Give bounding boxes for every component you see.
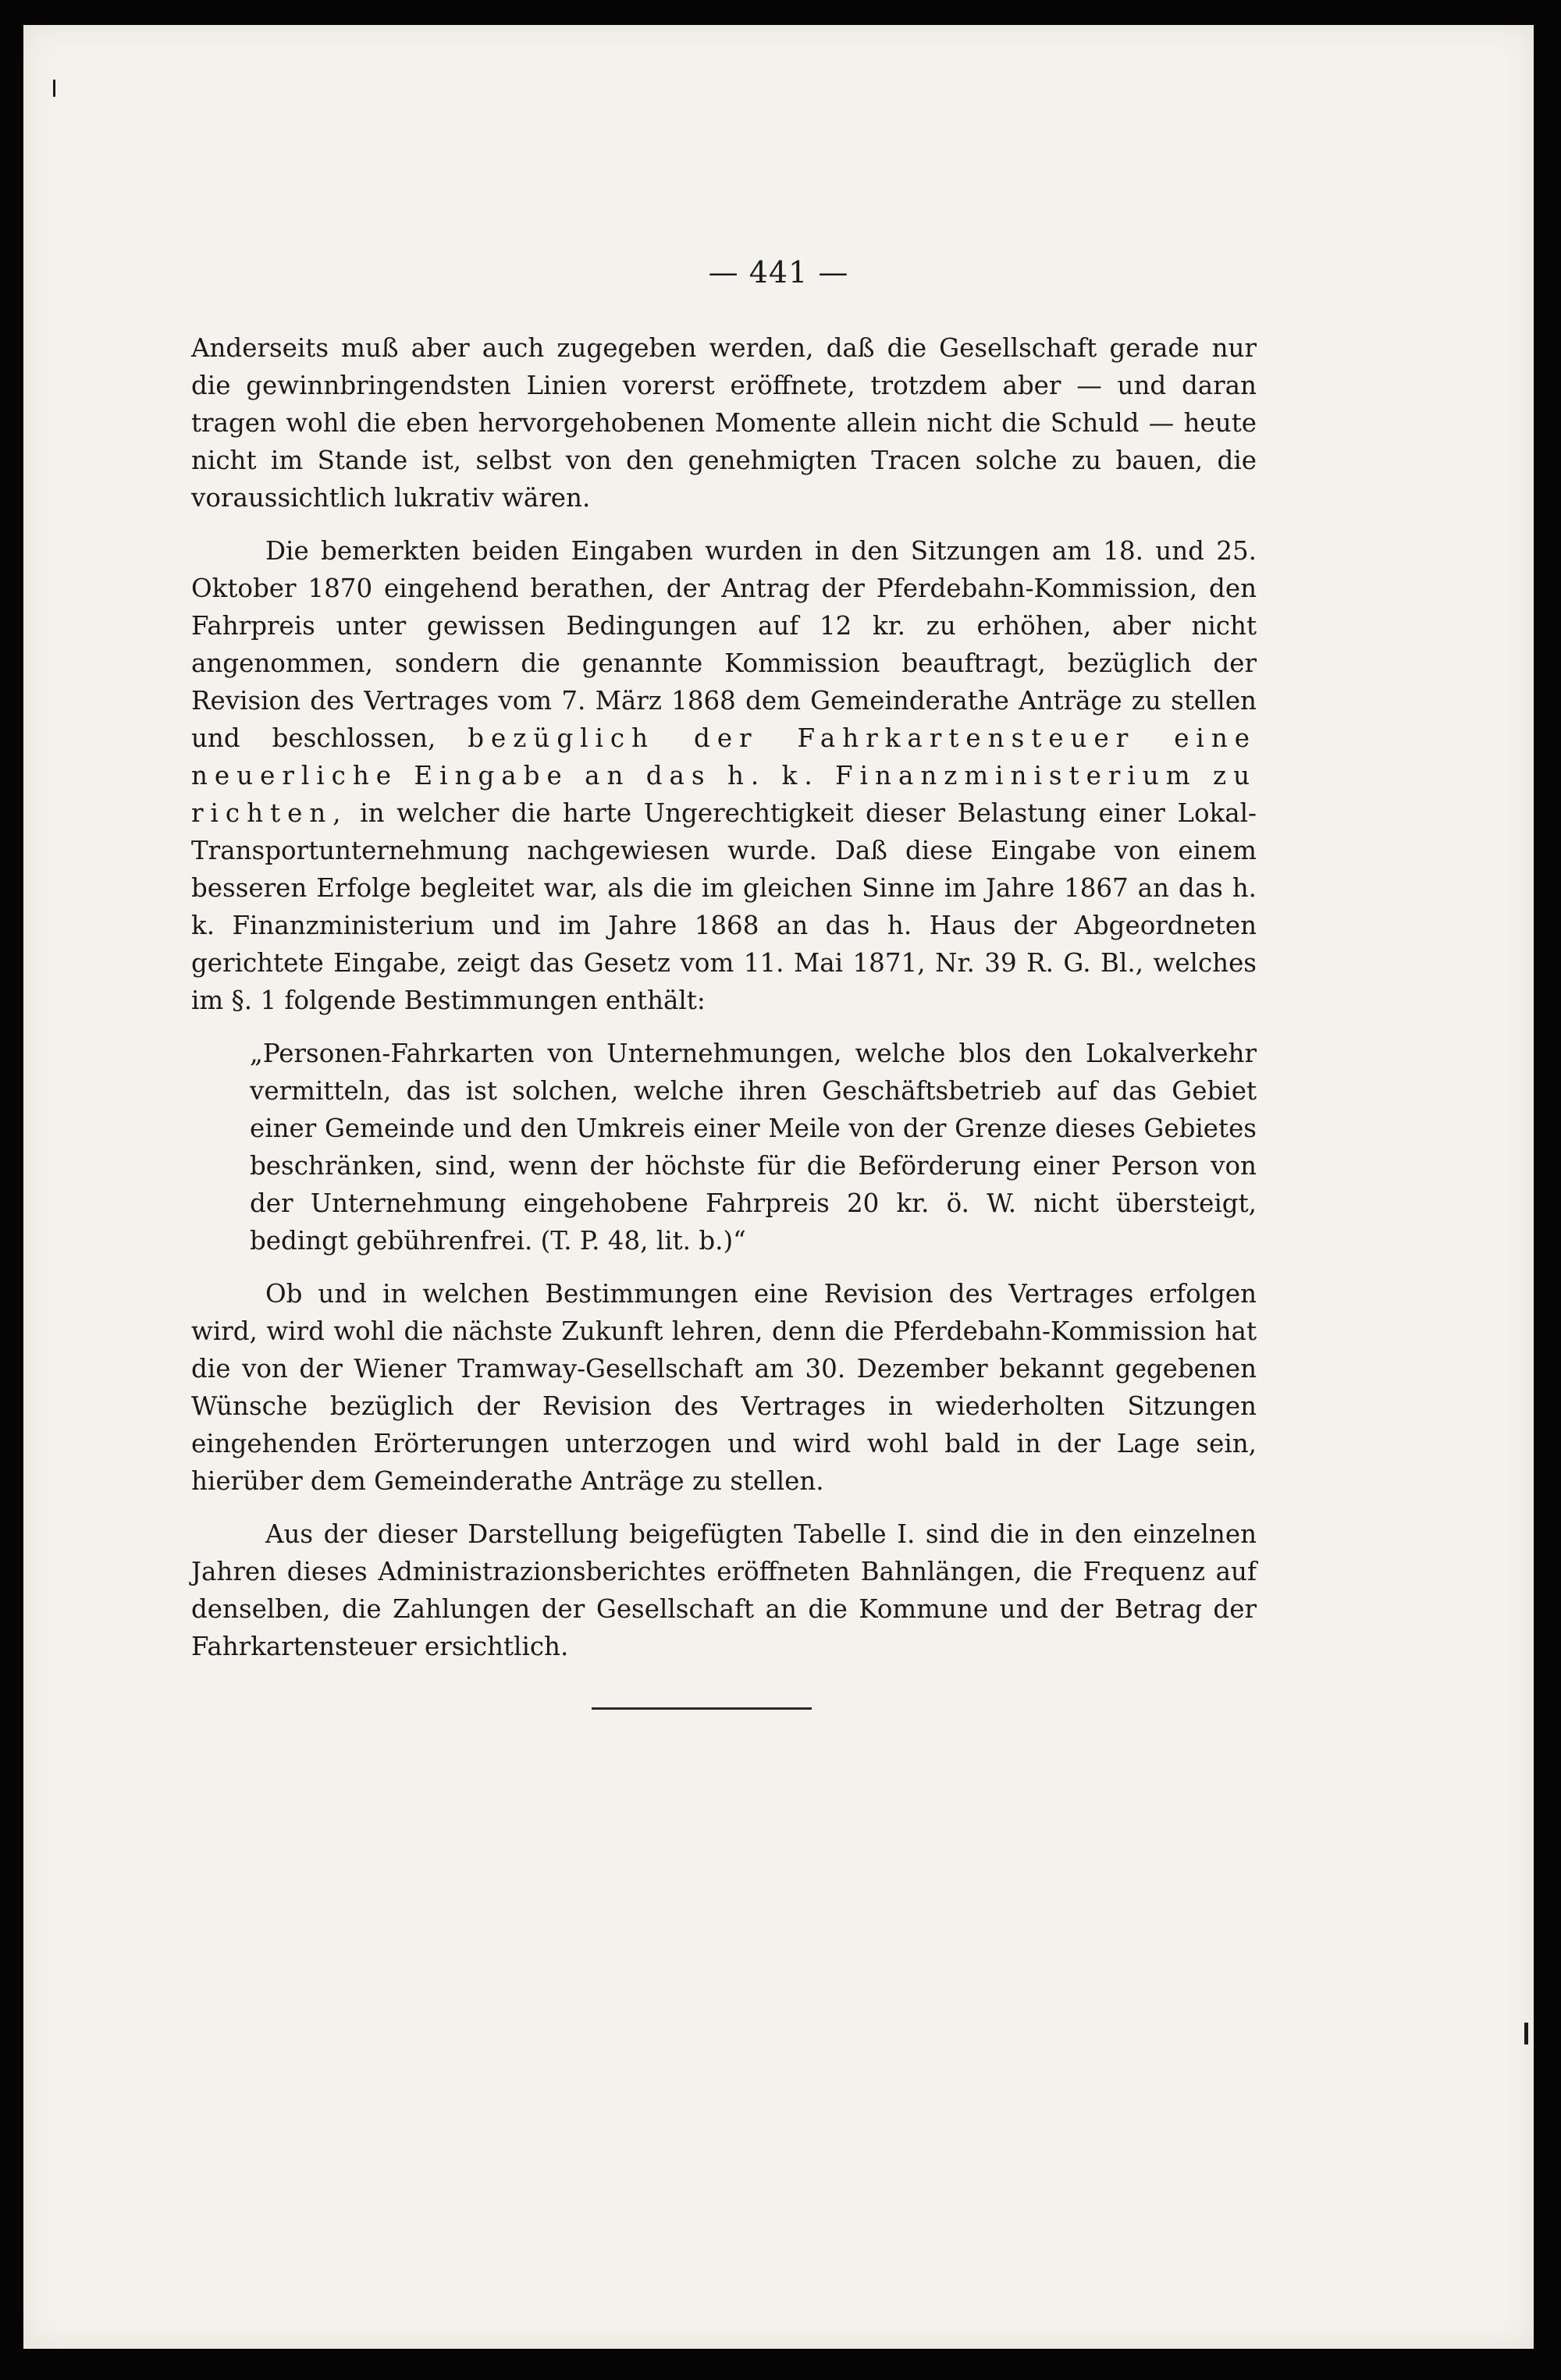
paragraph-2-spaced-emphasis: bezüglich der Fahrkartensteuer eine neuerliche Eingabe an das h. k. Finanzministerium zu richten,	[191, 723, 1257, 828]
page-number: — 441 —	[708, 255, 849, 290]
paragraph-4: Aus der dieser Darstellung beigefügten Tabelle I. sind die in den einzelnen Jahren dieses Administrazionsberichtes eröffneten Bahnlängen, die Frequenz auf denselben, die Zahlungen der Gesellschaft an die Kommune und der Betrag der Fahrkartensteuer ersichtlich.	[191, 1519, 1257, 1661]
left-margin-mark	[53, 80, 55, 97]
document-body	[191, 329, 1257, 1681]
document-page	[23, 25, 1534, 2349]
right-margin-mark	[1524, 2023, 1528, 2044]
section-divider-rule	[592, 1707, 812, 1710]
paragraph-3: Ob und in welchen Bestimmungen eine Revision des Vertrages erfolgen wird, wird wohl die nächste Zukunft lehren, denn die Pferdebahn-Kommission hat die von der Wiener Tramway-Gesellschaft am 30. Dezember bekannt gegebenen Wünsche bezüglich der Revision des Vertrages in wiederholten Sitzungen eingehenden Erörterungen unterzogen und wird wohl bald in der Lage sein, hierüber dem Gemeinderathe Anträge zu stellen.	[191, 1279, 1257, 1496]
law-quotation: „Personen-Fahrkarten von Unternehmungen, welche blos den Lokalverkehr vermitteln, das ist solchen, welche ihren Geschäftsbetrieb auf das Gebiet einer Gemeinde und den Umkreis einer Meile von der Grenze dieses Gebietes beschränken, sind, wenn der höchste für die Beförderung einer Person von der Unternehmung eingehobene Fahrpreis 20 kr. ö. W. nicht übersteigt, bedingt gebührenfrei. (T. P. 48, lit. b.)“	[250, 1039, 1257, 1256]
paragraph-2	[191, 532, 1257, 1019]
paragraph-2-text-b: in welcher die harte Ungerechtigkeit dieser Belastung einer Lokal-Transportunternehmung nachgewiesen wurde. Daß diese Eingabe von einem besseren Erfolge begleitet war, als die im gleichen Sinne im Jahre 1867 an das h. k. Finanzministerium und im Jahre 1868 an das h. Haus der Abgeordneten gerichtete Eingabe, zeigt das Gesetz vom 11. Mai 1871, Nr. 39 R. G. Bl., welches im §. 1 folgende Bestimmungen enthält:	[191, 798, 1257, 1015]
paragraph-2-text-a: Die bemerkten beiden Eingaben wurden in den Sitzungen am 18. und 25. Oktober 1870 eingehend berathen, der Antrag der Pferdebahn-Kommission, den Fahrpreis unter gewissen Bedingungen auf 12 kr. zu erhöhen, aber nicht angenommen, sondern die genannte Kommission beauftragt, bezüglich der Revision des Vertrages vom 7. März 1868 dem Gemeinderathe Anträge zu stellen und beschlossen,	[191, 536, 1257, 753]
paragraph-1: Anderseits muß aber auch zugegeben werden, daß die Gesellschaft gerade nur die gewinnbringendsten Linien vorerst eröffnete, trotzdem aber — und daran tragen wohl die eben hervorgehobenen Momente allein nicht die Schuld — heute nicht im Stande ist, selbst von den genehmigten Tracen solche zu bauen, die voraussichtlich lukrativ wären.	[191, 333, 1257, 513]
